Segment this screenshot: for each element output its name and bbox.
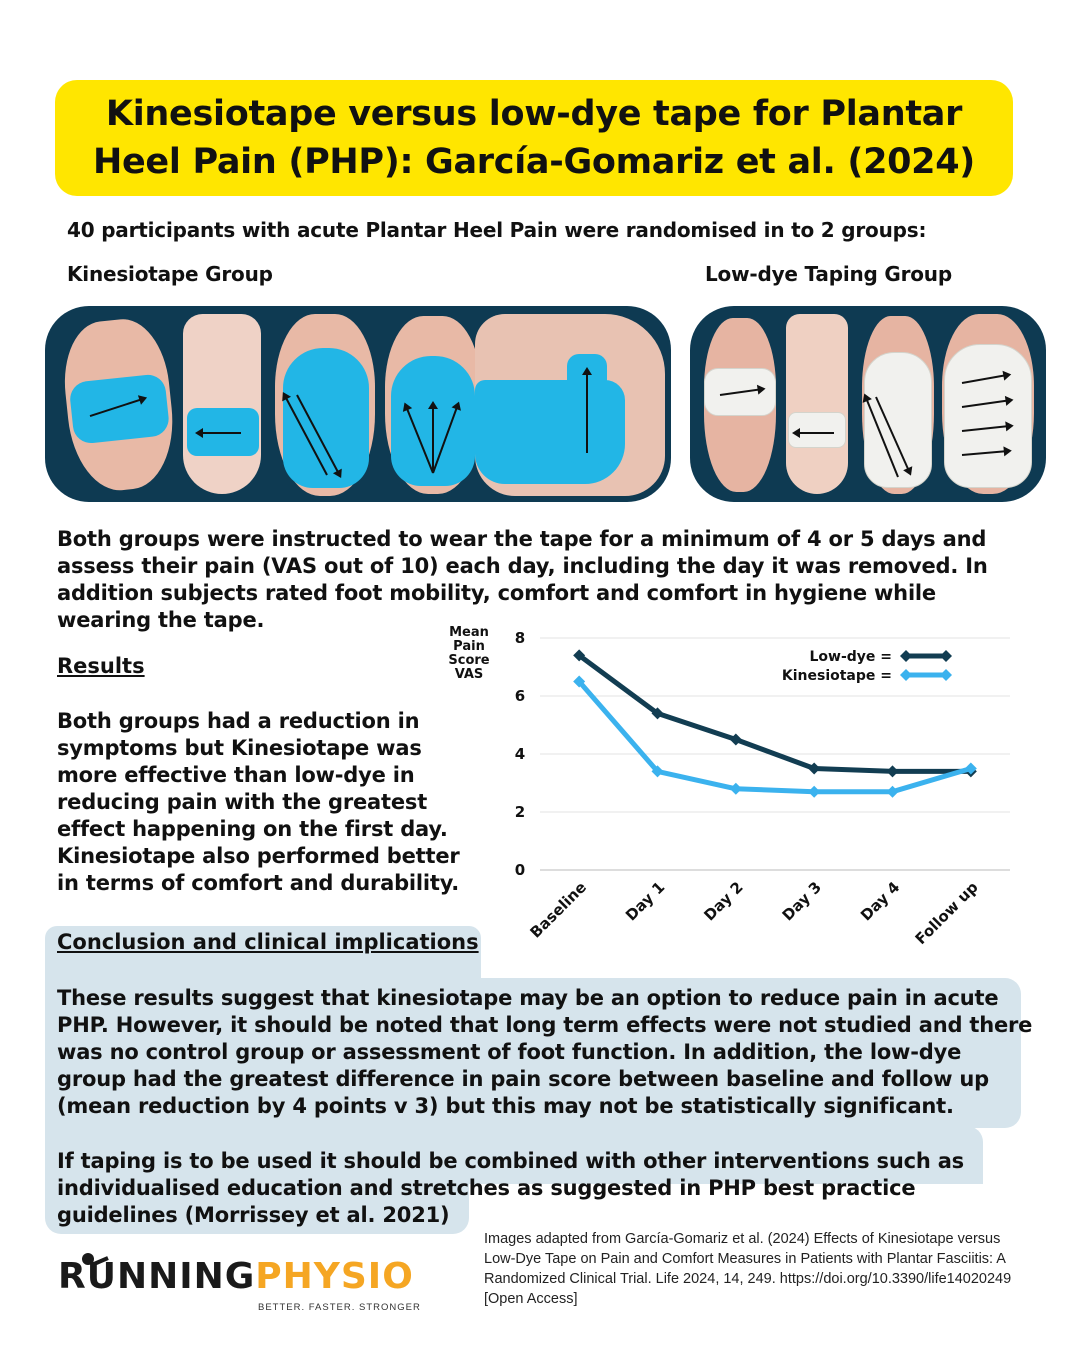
intro-text: 40 participants with acute Plantar Heel Pain were randomised in to 2 groups: xyxy=(67,218,927,242)
legend-label: Low-dye = xyxy=(809,649,892,665)
kinesiotape-strip xyxy=(68,373,170,445)
foot-image xyxy=(942,314,1034,494)
foot-image xyxy=(385,316,481,494)
citation-text: Images adapted from García-Gomariz et al. (2024) Effects of Kinesiotape versus Low-Dye Tape on Pain and Comfort Measures in Patients with Plantar Fasciitis: A Randomized Clinical Trial. Life 2024, 14, 249. https://doi.org/10.3390/life14020249 [Open Access] xyxy=(484,1231,1012,1307)
arrow-icon xyxy=(432,403,434,473)
y-axis-label-line: Pain xyxy=(453,639,485,654)
line-chart-svg xyxy=(440,620,1020,980)
legend-marker xyxy=(900,650,912,662)
foot-image xyxy=(183,314,261,494)
y-axis-label-line: VAS xyxy=(454,667,484,682)
x-tick-label: Day 2 xyxy=(700,878,747,925)
results-heading: Results xyxy=(57,654,145,678)
y-tick-label: 0 xyxy=(514,861,526,879)
conclusion-text-1: These results suggest that kinesiotape may be an option to reduce pain in acute PHP. However, it should be noted that long term effects were not studied and there was no control group or assessment of foot function. In addition, the low-dye group had the greatest difference in pain score between baseline and follow up (mean reduction by 4 points v 3) but this may not be statistically significant. xyxy=(57,986,1033,1118)
logo-tagline: BETTER. FASTER. STRONGER xyxy=(258,1302,421,1313)
kinesiotape-group-label: Kinesiotape Group xyxy=(67,262,273,286)
title-line-1: Kinesiotape versus low-dye tape for Plantar xyxy=(105,94,963,134)
data-point-marker xyxy=(887,786,899,798)
foot-image xyxy=(862,316,934,494)
arrow-icon xyxy=(197,432,241,434)
legend-marker xyxy=(940,669,952,681)
data-point-marker xyxy=(730,783,742,795)
arrow-icon xyxy=(794,432,834,434)
foot-image xyxy=(275,314,375,496)
page-title xyxy=(93,90,975,186)
data-point-marker xyxy=(887,765,899,777)
method-paragraph: Both groups were instructed to wear the tape for a minimum of 4 or 5 days and assess their pain (VAS out of 10) each day, including the day it was removed. In addition subjects rated foot mobility, comfort and comfort in hygiene while wearing the tape. xyxy=(57,527,988,632)
logo-running: UNNING xyxy=(86,1256,256,1297)
conclusion-text-2: If taping is to be used it should be combined with other interventions such as individualised education and stretches as suggested in PHP best practice guidelines (Morrissey et al. 2021) xyxy=(57,1149,964,1227)
logo-wordmark xyxy=(58,1256,414,1297)
lowdye-photo-panel xyxy=(690,306,1046,502)
x-tick-label: Day 3 xyxy=(778,878,825,925)
results-text: Both groups had a reduction in symptoms but Kinesiotape was more effective than low-dye in reducing pain with the greatest effect happening on the first day. Kinesiotape also performed better in terms of comfort and durability. xyxy=(57,709,460,895)
x-tick-label: Baseline xyxy=(526,878,590,942)
foot-image xyxy=(786,314,848,494)
y-tick-label: 2 xyxy=(514,803,526,821)
legend-marker xyxy=(900,669,912,681)
y-axis-label-line: Mean xyxy=(449,625,489,640)
title-banner xyxy=(55,80,1013,196)
legend-marker xyxy=(940,650,952,662)
lowdye-group-label: Low-dye Taping Group xyxy=(705,262,952,286)
runningphysio-logo xyxy=(58,1252,478,1322)
x-tick-label: Day 1 xyxy=(621,878,669,925)
x-tick-label: Day 4 xyxy=(856,878,904,925)
foot-image xyxy=(704,318,776,492)
lowdye-tape-strip xyxy=(944,344,1032,488)
x-tick-label: Follow up xyxy=(911,878,982,949)
logo-r: R xyxy=(58,1256,87,1297)
pain-score-chart xyxy=(440,620,1020,980)
foot-image xyxy=(58,315,179,495)
title-line-2: Heel Pain (PHP): García-Gomariz et al. (2024) xyxy=(93,142,975,182)
y-tick-label: 6 xyxy=(514,687,526,705)
y-tick-label: 4 xyxy=(514,745,526,763)
data-point-marker xyxy=(808,786,820,798)
arrow-icon xyxy=(586,369,588,453)
kinesiotape-photo-panel xyxy=(45,306,671,502)
conclusion-heading: Conclusion and clinical implications xyxy=(57,930,479,954)
y-axis-label-line: Score xyxy=(448,653,490,668)
legend-label: Kinesiotape = xyxy=(781,668,892,684)
foot-image xyxy=(475,314,665,496)
logo-physio: PHYSIO xyxy=(255,1256,414,1297)
y-tick-label: 8 xyxy=(514,629,526,647)
